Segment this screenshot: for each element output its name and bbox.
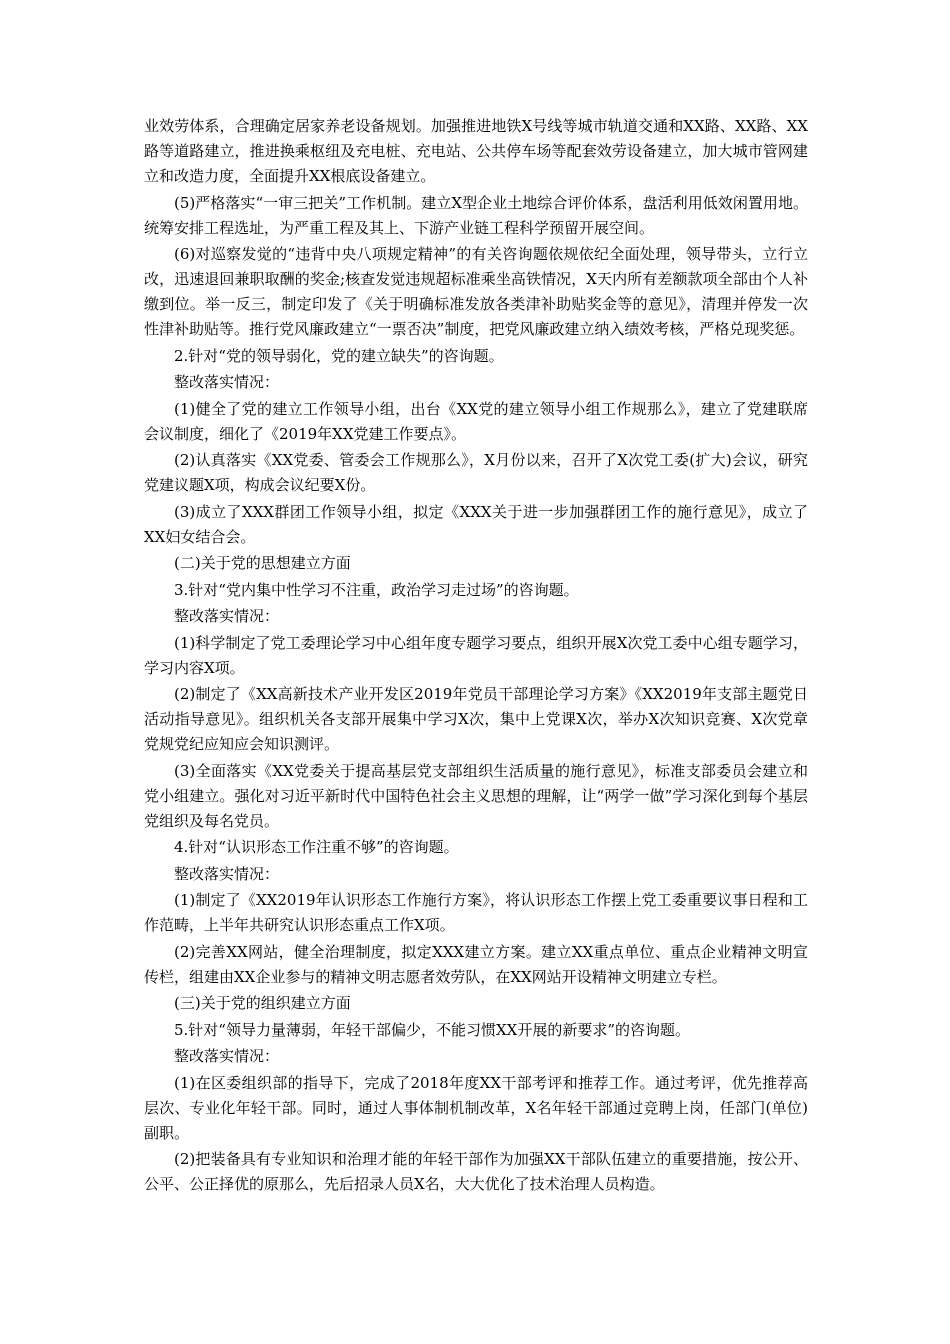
section-heading: 3.针对“党内集中性学习不注重，政治学习走过场”的咨询题。 [174, 580, 579, 599]
paragraph: (2)认真落实《XX党委、管委会工作规那么》，X月份以来，召开了X次党工委(扩大)会议，研究党建议题X项，构成会议纪要X份。 [144, 451, 808, 494]
paragraph: (1)科学制定了党工委理论学习中心组年度专题学习要点，组织开展X次党工委中心组专题学习，学习内容X项。 [144, 633, 808, 677]
document-page [144, 114, 808, 1199]
section-heading: 5.针对“领导力量薄弱，年轻干部偏少，不能习惯XX开展的新要求”的咨询题。 [174, 1020, 691, 1039]
paragraph: (2)把装备具有专业知识和治理才能的年轻干部作为加强XX干部队伍建立的重要措施，按公开、公平、公正择优的原那么，先后招录人员X名，大大优化了技术治理人员构造。 [144, 1150, 808, 1193]
subheading: 整改落实情况： [174, 1047, 280, 1065]
paragraph: 业效劳体系，合理确定居家养老设备规划。加强推进地铁X号线等城市轨道交通和XX路、XX路、XX路等道路建立，推进换乘枢纽及充电桩、充电站、公共停车场等配套效劳设备建立，加大城市管网建立和改造力度，全面提升XX根底设备建立。 [144, 117, 808, 185]
section-heading: (二)关于党的思想建立方面 [174, 554, 351, 572]
paragraph: (2)制定了《XX高新技术产业开发区2019年党员干部理论学习方案》《XX2019年支部主题党日活动指导意见》。组织机关各支部开展集中学习X次，集中上党课X次，举办X次知识竞赛、X次党章党规党纪应知应会知识测评。 [144, 685, 808, 753]
paragraph: (1)在区委组织部的指导下，完成了2018年度XX干部考评和推荐工作。通过考评，优先推荐高层次、专业化年轻干部。同时，通过人事体制机制改革，X名年轻干部通过竞聘上岗，任部门(单位)副职。 [144, 1073, 808, 1142]
section-heading: 2.针对“党的领导弱化，党的建立缺失”的咨询题。 [174, 346, 504, 365]
subheading: 整改落实情况： [174, 607, 280, 625]
paragraph: (6)对巡察发觉的“违背中央八项规定精神”的有关咨询题依规依纪全面处理，领导带头，立行立改，迅速退回兼职取酬的奖金;核查发觉违规超标准乘坐高铁情况，X天内所有差额款项全部由个人补缴到位。举一反三，制定印发了《关于明确标准发放各类津补助贴奖金等的意见》，清理并停发一次性津补助贴等。推行党风廉政建立“一票否决”制度，把党风廉政建立纳入绩效考核，严格兑现奖惩。 [144, 245, 808, 338]
paragraph: (1)健全了党的建立工作领导小组，出台《XX党的建立领导小组工作规那么》，建立了党建联席会议制度，细化了《2019年XX党建工作要点》。 [144, 399, 808, 443]
paragraph: (5)严格落实“一审三把关”工作机制。建立X型企业土地综合评价体系，盘活利用低效闲置用地。统筹安排工程选址，为严重工程及其上、下游产业链工程科学预留开展空间。 [144, 193, 808, 237]
subheading: 整改落实情况： [174, 373, 280, 391]
subheading: 整改落实情况： [174, 864, 280, 883]
section-heading: 4.针对“认识形态工作注重不够”的咨询题。 [174, 838, 459, 856]
paragraph: (1)制定了《XX2019年认识形态工作施行方案》，将认识形态工作摆上党工委重要议事日程和工作范畴，上半年共研究认识形态重点工作X项。 [144, 891, 808, 934]
paragraph: (3)成立了XXX群团工作领导小组，拟定《XXX关于进一步加强群团工作的施行意见》，成立了XX妇女结合会。 [144, 502, 808, 546]
paragraph: (2)完善XX网站，健全治理制度，拟定XXX建立方案。建立XX重点单位、重点企业精神文明宣传栏，组建由XX企业参与的精神文明志愿者效劳队，在XX网站开设精神文明建立专栏。 [144, 942, 808, 986]
section-heading: (三)关于党的组织建立方面 [174, 994, 351, 1012]
paragraph: (3)全面落实《XX党委关于提高基层党支部组织生活质量的施行意见》，标准支部委员会建立和党小组建立。强化对习近平新时代中国特色社会主义思想的理解，让“两学一做”学习深化到每个基层党组织及每名党员。 [144, 761, 808, 830]
